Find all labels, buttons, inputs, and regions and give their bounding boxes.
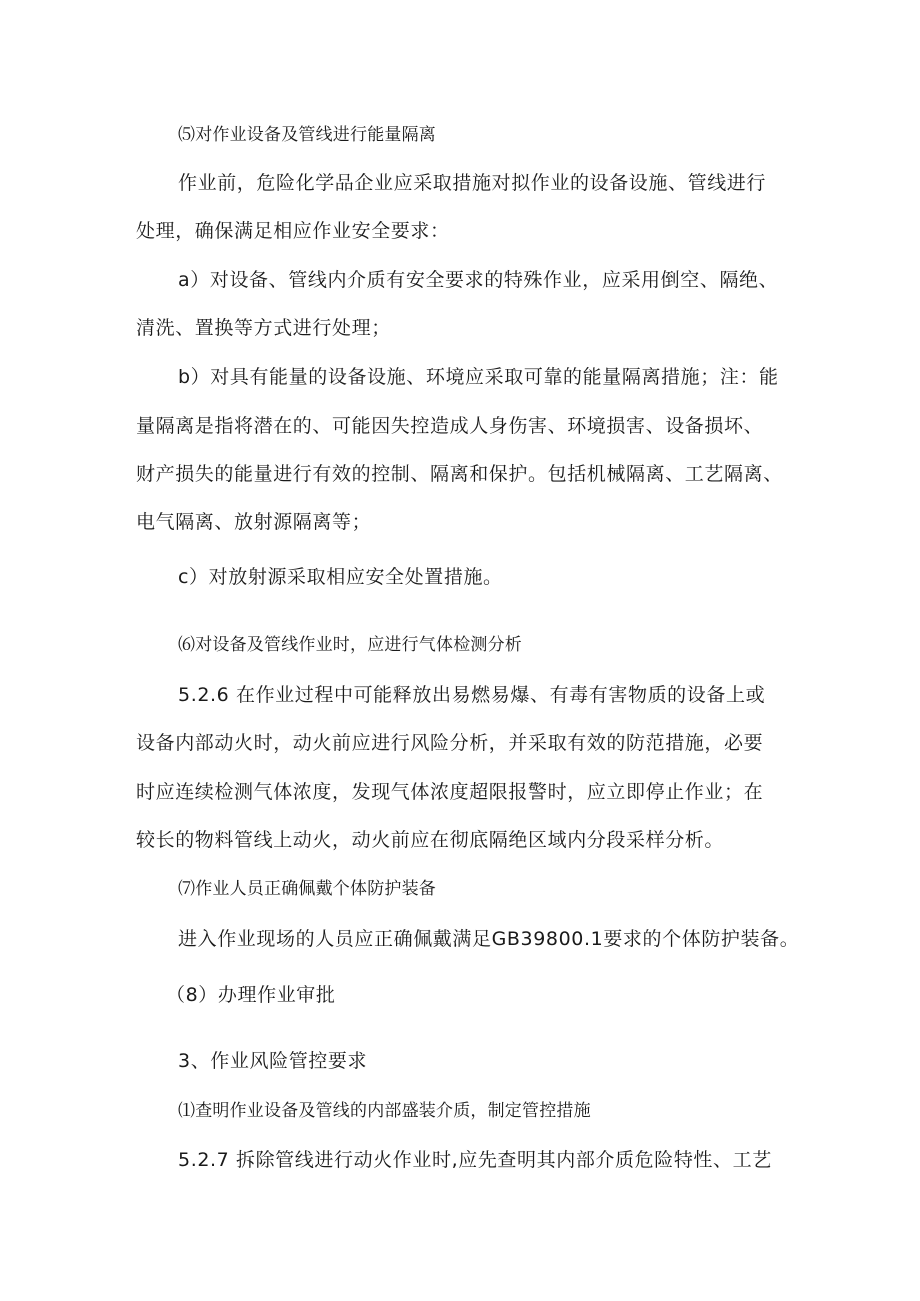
list-item-b: b）对具有能量的设备设施、环境应采取可靠的能量隔离措施；注：能 bbox=[178, 366, 779, 388]
paragraph-line: 作业前，危险化学品企业应采取措施对拟作业的设备设施、管线进行 bbox=[178, 172, 767, 194]
heading-gas-detection: ⑹对设备及管线作业时，应进行气体检测分析 bbox=[178, 635, 522, 655]
paragraph-line: 财产损失的能量进行有效的控制、隔离和保护。包括机械隔离、工艺隔离、 bbox=[136, 463, 783, 485]
clause-5-2-6: 5.2.6 在作业过程中可能释放出易燃易爆、有毒有害物质的设备上或 bbox=[178, 684, 766, 706]
paragraph-line: 清洗、置换等方式进行处理； bbox=[136, 317, 391, 339]
paragraph-line: 时应连续检测气体浓度，发现气体浓度超限报警时，应立即停止作业；在 bbox=[136, 781, 764, 803]
clause-5-2-7: 5.2.7 拆除管线进行动火作业时,应先查明其内部介质危险特性、工艺 bbox=[178, 1149, 772, 1171]
paragraph-line: 量隔离是指将潜在的、可能因失控造成人身伤害、环境损害、设备损坏、 bbox=[136, 415, 764, 437]
section-heading-risk-control: 3、作业风险管控要求 bbox=[178, 1050, 368, 1072]
heading-identify-medium: ⑴查明作业设备及管线的内部盛装介质，制定管控措施 bbox=[178, 1101, 591, 1121]
heading-ppe: ⑺作业人员正确佩戴个体防护装备 bbox=[178, 879, 436, 899]
paragraph-line: 设备内部动火时，动火前应进行风险分析，并采取有效的防范措施，必要 bbox=[136, 732, 764, 754]
paragraph-line: 处理，确保满足相应作业安全要求： bbox=[136, 220, 450, 242]
paragraph-line: 电气隔离、放射源隔离等； bbox=[136, 511, 372, 533]
paragraph-line: 进入作业现场的人员应正确佩戴满足GB39800.1要求的个体防护装备。 bbox=[178, 928, 800, 950]
list-item-a: a）对设备、管线内介质有安全要求的特殊作业，应采用倒空、隔绝、 bbox=[178, 269, 779, 291]
paragraph-line: 较长的物料管线上动火，动火前应在彻底隔绝区域内分段采样分析。 bbox=[136, 829, 725, 851]
list-item-c: c）对放射源采取相应安全处置措施。 bbox=[178, 566, 503, 588]
heading-approval: （8）办理作业审批 bbox=[166, 984, 336, 1006]
heading-energy-isolation: ⑸对作业设备及管线进行能量隔离 bbox=[178, 125, 436, 145]
